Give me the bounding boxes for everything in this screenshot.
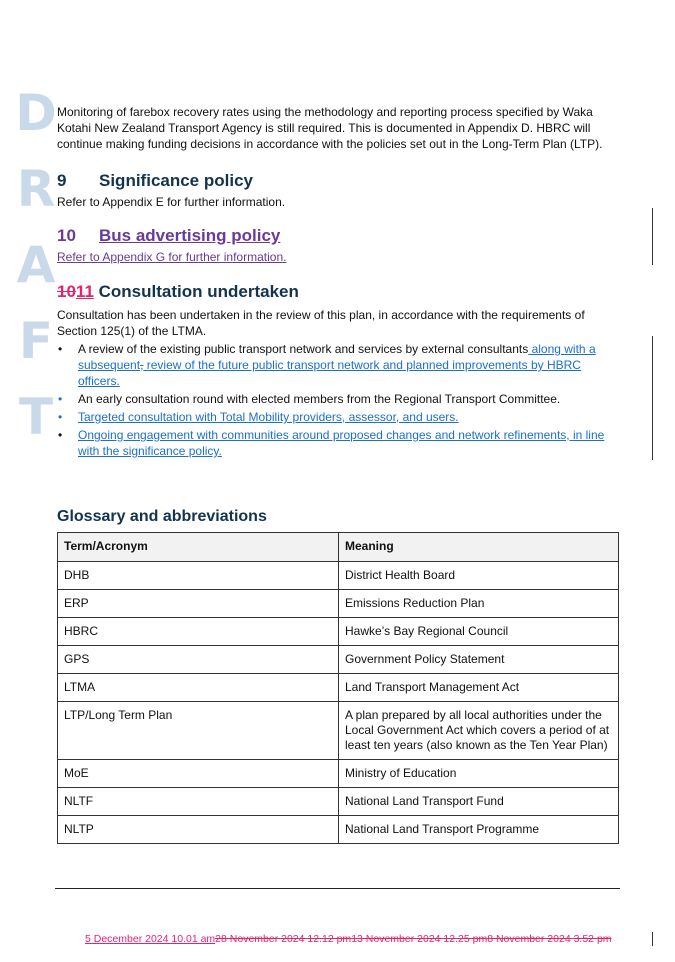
bullet-1-insertion-2: review of the future public transport network and planned improvements by HBRC officers.	[78, 358, 581, 388]
table-row	[58, 760, 619, 788]
consultation-list	[57, 341, 617, 459]
list-item	[57, 341, 617, 389]
footer-divider	[55, 888, 620, 889]
footer-deleted-date: 28 November 2024 12.12 pm	[215, 933, 352, 945]
table-row	[58, 618, 619, 646]
term-cell: MoE	[58, 760, 339, 788]
meaning-cell: Land Transport Management Act	[339, 674, 619, 702]
section-11-heading	[57, 281, 617, 303]
change-bar	[652, 208, 653, 265]
list-item	[57, 427, 617, 459]
term-cell: NLTF	[58, 788, 339, 816]
watermark-letter: D	[15, 84, 57, 142]
meaning-cell: Ministry of Education	[339, 760, 619, 788]
section-10-heading	[57, 225, 617, 247]
table-row	[58, 788, 619, 816]
term-cell: ERP	[58, 590, 339, 618]
meaning-cell: National Land Transport Programme	[339, 816, 619, 844]
table-row	[58, 702, 619, 760]
section-10	[57, 225, 617, 265]
bullet-1-text: A review of the existing public transport network and services by external consultants	[78, 342, 529, 356]
term-cell: HBRC	[58, 618, 339, 646]
section-9-number: 9	[57, 171, 67, 190]
meaning-cell: Hawke’s Bay Regional Council	[339, 618, 619, 646]
watermark-letter: T	[18, 388, 54, 446]
section-9-text: Refer to Appendix E for further information.	[57, 195, 286, 209]
change-bar	[652, 336, 653, 460]
section-11-text: Consultation has been undertaken in the review of this plan, in accordance with the requirements of Section 125(1) of the LTMA.	[57, 308, 585, 338]
glossary-table	[57, 532, 619, 844]
meaning-cell: Government Policy Statement	[339, 646, 619, 674]
draft-watermark	[12, 84, 60, 468]
meaning-cell: A plan prepared by all local authorities under the Local Government Act which covers a period of at least ten years (also known as the Ten Year Plan)	[339, 702, 619, 760]
watermark-letter: F	[18, 312, 54, 370]
section-9-title: Significance policy	[99, 171, 253, 190]
footer-current-date: 5 December 2024 10.01 am	[85, 933, 216, 945]
bullet-3-text: Targeted consultation with Total Mobility providers, assessor, and users.	[78, 410, 459, 424]
section-11	[57, 281, 617, 461]
list-item	[57, 409, 617, 425]
table-row	[58, 562, 619, 590]
term-cell: DHB	[58, 562, 339, 590]
intro-paragraph: Monitoring of farebox recovery rates using the methodology and reporting process specified by Waka Kotahi New Zealand Transport Agency is still required. This is documented in Appendix D. HBRC will continue making funding decisions in accordance with the policies set out in the Long-Term Plan (LTP).	[57, 105, 603, 151]
meaning-cell: District Health Board	[339, 562, 619, 590]
term-cell: LTMA	[58, 674, 339, 702]
table-row	[58, 816, 619, 844]
section-11-inserted-number: 11	[75, 282, 94, 301]
term-cell: LTP/Long Term Plan	[58, 702, 339, 760]
table-row	[58, 674, 619, 702]
meaning-cell: Emissions Reduction Plan	[339, 590, 619, 618]
footer-date	[85, 933, 612, 945]
change-bar	[652, 932, 653, 946]
bullet-2-text: An early consultation round with elected members from the Regional Transport Committee.	[78, 392, 561, 406]
column-header: Meaning	[339, 533, 619, 562]
glossary-title: Glossary and abbreviations	[57, 508, 267, 525]
footer-deleted-date: 13 November 2024 12.25 pm	[351, 933, 488, 945]
table-row	[58, 646, 619, 674]
bullet-4-text: Ongoing engagement with communities around proposed changes and network refinements, in line with the significance policy.	[78, 428, 605, 458]
meaning-cell: National Land Transport Fund	[339, 788, 619, 816]
section-9	[57, 170, 617, 210]
table-header-row	[58, 533, 619, 562]
bullet-1-insertion: along with a subsequent	[78, 342, 596, 372]
term-cell: NLTP	[58, 816, 339, 844]
column-header: Term/Acronym	[58, 533, 339, 562]
section-10-number: 10	[57, 226, 76, 245]
section-10-text: Refer to Appendix G for further information.	[57, 250, 287, 264]
section-11-deleted-number: 10	[57, 282, 76, 301]
bullet-1-deletion: ,	[140, 358, 144, 372]
section-11-title: Consultation undertaken	[98, 282, 299, 301]
footer-deleted-date: 8 November 2024 3.52 pm	[487, 933, 612, 945]
list-item	[57, 391, 617, 407]
table-row	[58, 590, 619, 618]
section-9-heading	[57, 170, 617, 192]
section-10-title: Bus advertising policy	[99, 226, 281, 245]
watermark-letter: R	[16, 160, 56, 218]
term-cell: GPS	[58, 646, 339, 674]
watermark-letter: A	[16, 236, 56, 294]
